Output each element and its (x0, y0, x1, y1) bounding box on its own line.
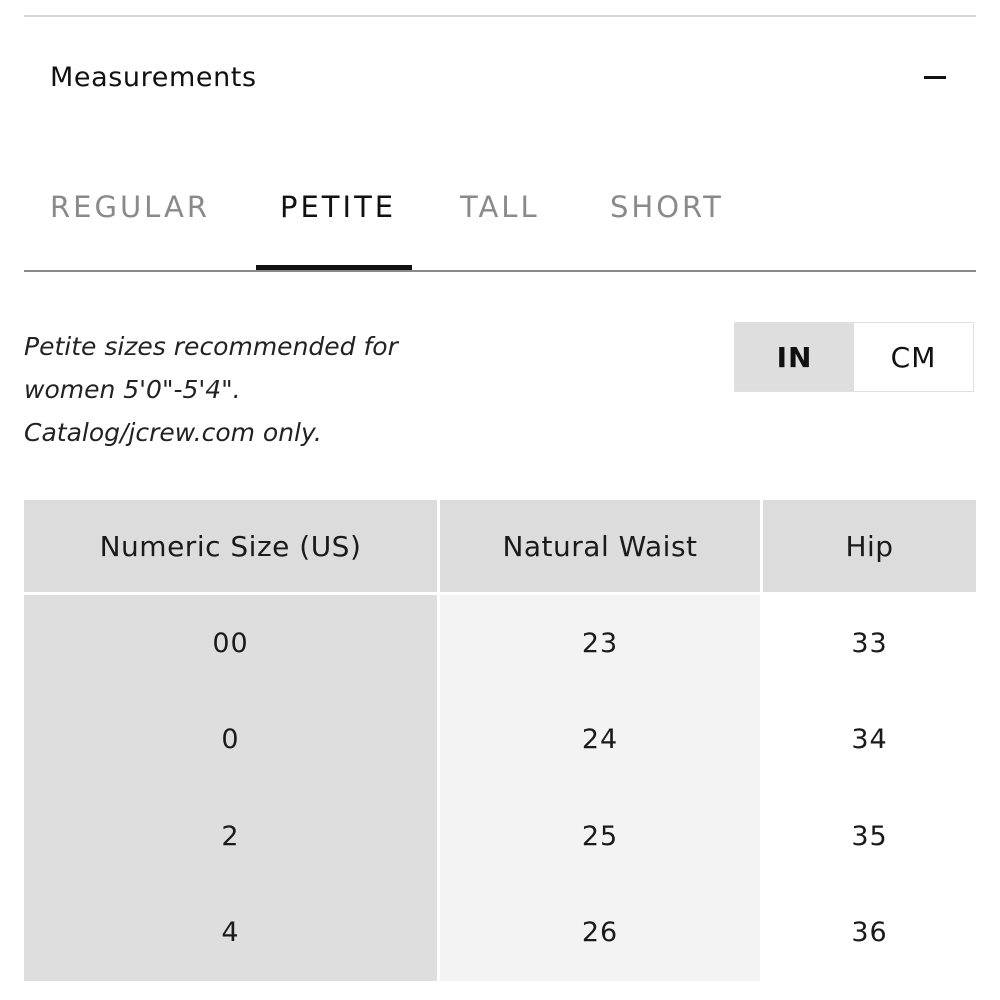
table-row (24, 595, 976, 692)
column-header-size: Numeric Size (US) (24, 500, 437, 595)
unit-cm-button[interactable]: CM (890, 340, 937, 374)
table-row (24, 788, 976, 885)
waist-cell: 26 (437, 885, 760, 982)
unit-toggle (734, 322, 974, 392)
tab-tall[interactable]: TALL (460, 190, 540, 224)
hip-cell: 34 (760, 692, 976, 789)
minus-icon[interactable] (924, 76, 946, 79)
table-header-row (24, 500, 976, 595)
hip-cell: 35 (760, 788, 976, 885)
table-row (24, 885, 976, 982)
waist-cell: 24 (437, 692, 760, 789)
section-title: Measurements (50, 62, 257, 93)
measurements-accordion-header[interactable] (24, 40, 976, 120)
note-line: women 5'0"-5'4". (24, 375, 241, 404)
tabs-divider (24, 270, 976, 272)
note-line: Petite sizes recommended for (24, 332, 398, 361)
hip-cell: 36 (760, 885, 976, 982)
size-cell: 0 (24, 692, 437, 789)
waist-cell: 23 (437, 595, 760, 692)
column-header-waist: Natural Waist (437, 500, 760, 595)
fit-tabs (24, 170, 976, 272)
size-cell: 4 (24, 885, 437, 982)
active-tab-indicator (256, 265, 412, 270)
hip-cell: 33 (760, 595, 976, 692)
size-cell: 2 (24, 788, 437, 885)
tab-petite[interactable]: PETITE (280, 190, 397, 224)
column-header-hip: Hip (760, 500, 976, 595)
size-table (24, 500, 976, 981)
tab-regular[interactable]: REGULAR (50, 190, 210, 224)
unit-in-button[interactable]: IN (735, 323, 854, 391)
tab-short[interactable]: SHORT (610, 190, 724, 224)
note-line: Catalog/jcrew.com only. (24, 418, 322, 447)
top-divider (24, 15, 976, 17)
fit-note (24, 325, 494, 454)
waist-cell: 25 (437, 788, 760, 885)
size-cell: 00 (24, 595, 437, 692)
table-row (24, 692, 976, 789)
